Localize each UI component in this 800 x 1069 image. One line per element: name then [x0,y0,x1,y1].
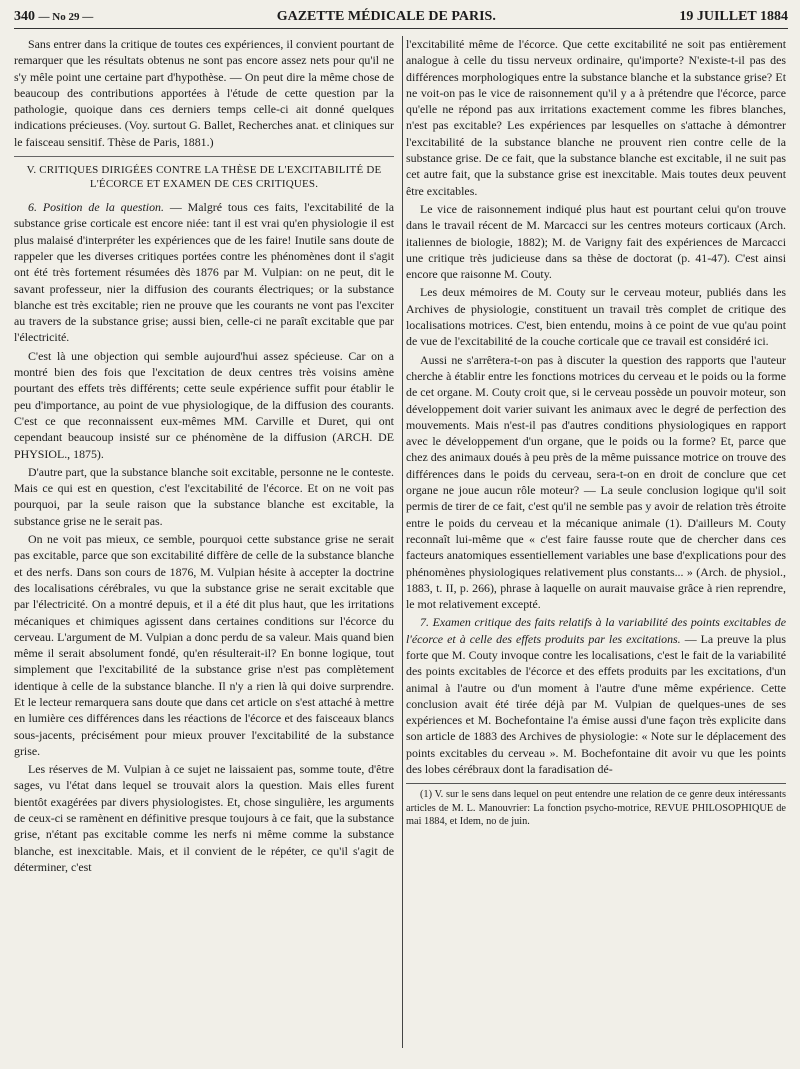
footnote: (1) V. sur le sens dans lequel on peut entendre une relation de ce genre deux intéressants articles de M. L. Manouvrier: La fonction psycho-motrice, REVUE PHILOSOPHIQUE de mai 1884, et Idem, no de juin. [406,789,786,828]
section-title [14,156,394,191]
paragraph-text: — Malgré tous ces faits, l'excitabilité de la substance grise corticale est encore niée: tant il est vrai qu'en physiologie il est plus malaisé d'interpréter les expériences que de les faire! Inutile sans doute de rappeler que les diverses critiques portées contre les phénomènes dont il s'agit ont été très fortement résumées dès 1876 par M. Vulpian: on ne peut, dit le savant professeur, nier la diffusion des courants électriques; or la substance blanche est très excitable; rien ne prouve que les courants ne vont pas l'exciter au travers de la substance grise; aussi bien, celle-ci ne paraît excitable que par l'électricité. [14,200,395,345]
page-number: 340 [14,9,35,24]
issue-date: 19 JUILLET 1884 [679,9,788,24]
section-title-line: V. CRITIQUES DIRIGÉES CONTRE LA THÈSE DE L'EXCITABILITÉ DE [26,164,382,177]
paragraph: Aussi ne s'arrêtera-t-on pas à discuter la question des rapports que l'auteur cherche à établir entre les fonctions motrices du cerveau et le poids ou la forme de cet organe. M. Couty croit que, si le cerveau possède un pouvoir moteur, son développement doit varier suivant les animaux avec le degré de perfection des mouvements. Mais n'est-il pas d'autres conditions physiologiques en rapport avec le développement d'un organe, que le poids ou la forme? Et, parce que chez des animaux doués à peu près de la même puissance motrice on trouve des différences dans le poids du cerveau, sera-t-on en droit de conclure que cet organe ne joue aucun rôle moteur? — La seule conclusion logique qu'il soit permis de tirer de ce fait, c'est qu'il ne semble pas y avoir de relation très étroite entre le poids du cerveau et la mécanique animale (1). D'ailleurs M. Couty reconnaît lui-même que « c'est faire fausse route que de chercher dans ces facteurs anatomiques essentiellement variables une base d'explications pour des phénomènes physiologiques relativement plus constants... » (Arch. de physiol., 1883, t. II, p. 266), phrase à laquelle on aurait mauvaise grâce à rien reprendre, le mot relativement excepté. [406,352,786,612]
paragraph: Le vice de raisonnement indiqué plus haut est pourtant celui qu'on trouve dans le travail récent de M. Marcacci sur les centres moteurs corticaux (Arch. italiennes de biologie, 1882); M. de Varigny fait des expériences de Marcacci une critique très judicieuse dans sa thèse de doctorat (p. 41-47). C'est ainsi encore que raisonne M. Couty. [406,201,786,282]
header-left [14,9,93,25]
subsection-heading: 7. Examen critique des faits relatifs à la variabilité des points excitables de l'écorce et à celle des effets produits par les excitations. [406,615,786,646]
issue-number: — No 29 — [38,11,94,23]
right-column [406,36,786,877]
paragraph: D'autre part, que la substance blanche soit excitable, personne ne le conteste. Mais ce qui est en question, c'est l'excitabilité de l'écorce. Et on ne voit pas pourquoi, par la seule raison que la substance blanche est excitable, la substance grise ne le serait pas. [14,464,394,528]
paragraph: Sans entrer dans la critique de toutes ces expériences, il convient pourtant de remarquer que les résultats obtenus ne sont pas encore assez nets pour qu'il ne s'y mêle point une certaine part d'hypothèse. — On peut dire la même chose de beaucoup des contributions apportées à l'étude de cette question par la pathologie, quoique dans ces derniers temps celle-ci ait donné quelques indications précieuses. (Voy. surtout G. Ballet, Recherches anat. et cliniques sur le faisceau sensitif. Thèse de Paris, 1881.) [14,37,394,149]
paragraph [406,614,786,777]
text-columns [14,36,788,877]
paragraph: On ne voit pas mieux, ce semble, pourquoi cette substance grise ne serait pas excitable, parce que son excitabilité diffère de celle de la substance blanche et des nerfs. Dans son cours de 1876, M. Vulpian hésite à accepter la doctrine des localisations cérébrales, vu que la substance grise ne serait excitable que par l'électricité. On a montré depuis, et il a été dit plus haut, que les irritations mécaniques et chimiques agissent dans certaines conditions sur l'écorce du cerveau. L'argument de M. Vulpian a donc perdu de sa valeur. Mais quand bien même il serait absolument fondé, qu'en résulterait-il? En bonne logique, tout simplement que l'excitabilité de la substance grise n'est pas complètement identique à celle de la substance blanche. Il n'y a rien là qui doive surprendre. Et le lecteur remarquera sans doute que dans cet article on s'est attaché à mettre en lumière ces différences dans les réactions de l'écorce et des faisceaux blancs sous-jacents, précisément pour mieux prouver l'excitabilité de la substance grise. [14,532,394,758]
subsection-heading: 6. Position de la question. [28,200,164,215]
paragraph: l'excitabilité même de l'écorce. Que cette excitabilité ne soit pas entièrement analogue à celle du tissu nerveux ordinaire, qu'importe? N'existe-t-il pas des différences morphologiques entre la substance blanche et la substance grise? Et ne voit-on pas le vice de raisonnement qu'il y a à prétendre que l'écorce, parce qu'elle ne répond pas aux irritations exactement comme les fibres blanches, n'est pas excitable? Les expériences par lesquelles on s'attache à démontrer l'excitabilité de la substance blanche ne prouvent rien contre celle de la substance grise. De ce fait, que la substance blanche est excitable, il ne suit pas cet autre fait, que la substance grise est inexcitable. Mais toutes deux peuvent être excitables. [406,37,786,198]
paragraph: C'est là une objection qui semble aujourd'hui assez spécieuse. Car on a montré bien des fois que l'excitation de deux centres très voisins amène pourtant des effets très différents; cette seule expérience suffit pour établir le peu d'importance, au point de vue physiologique, de la diffusion des courants. C'est ce que reconnaissent eux-mêmes MM. Carville et Duret, qui ont cependant beaucoup insisté sur ce phénomène de la diffusion (ARCH. DE PHYSIOL., 1875). [14,348,394,461]
left-column [14,36,394,877]
paragraph-text: — La preuve la plus forte que M. Couty invoque contre les localisations, c'est le fait de la variabilité des points excitables de l'écorce et des effets produits par les excitations, d'un animal à l'autre ou d'un moment à l'autre d'une même expérience. Cette conclusion avait été tirée déjà par M. Vulpian de quelques-unes de ses expériences et M. Bochefontaine l'a émise aussi d'une façon très explicite dans son article de 1883 des Archives de physiologie: « Note sur le déplacement des points excitables du cerveau ». M. Bochefontaine dit avoir vu que les points des lobes cérébraux dont la faradisation dé- [406,631,786,777]
journal-title: GAZETTE MÉDICALE DE PARIS. [276,9,496,24]
footnotes [406,783,786,829]
page-header [14,6,788,29]
paragraph: Les réserves de M. Vulpian à ce sujet ne laissaient pas, somme toute, d'être sages, vu l'état dans lequel se trouvait alors la question. Mais elles furent bientôt exagérées par divers physiologistes. Et, chose singulière, les arguments de ceux-ci se ramènent en définitive presque toujours à ce fait, que la substance grise, n'étant pas excitable comme les nerfs ni même comme la substance blanche, est inexcitable. Mais, et il convient de le répéter, ce qu'il s'agit de déterminer, c'est [14,762,394,874]
paragraph: Les deux mémoires de M. Couty sur le cerveau moteur, publiés dans les Archives de physiologie, constituent un travail très complet de critique des localisations motrices. C'est, bien entendu, moins à ce point de vue qu'au point de vue de l'excitabilité de la couche corticale que ce travail est considéré ici. [406,285,786,349]
section-title-line: L'ÉCORCE ET EXAMEN DE CES CRITIQUES. [89,178,319,191]
paragraph [14,199,394,346]
